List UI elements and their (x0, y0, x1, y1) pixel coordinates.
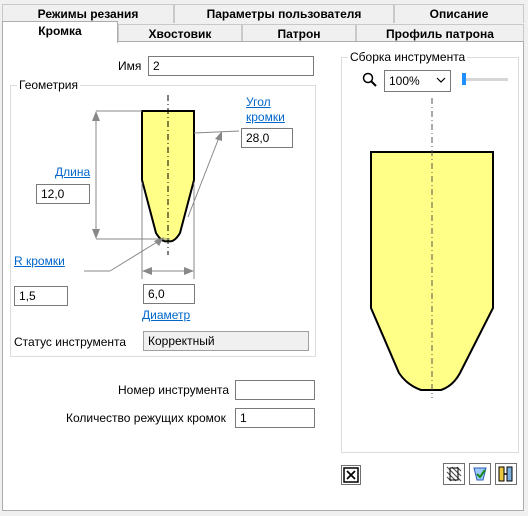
search-icon (362, 72, 378, 88)
angle-link[interactable]: Угол (246, 95, 271, 109)
zoom-slider-track[interactable] (462, 78, 508, 81)
tool-view-button-1[interactable] (443, 463, 465, 485)
fit-view-button[interactable] (341, 465, 361, 485)
length-link[interactable]: Длина (55, 165, 91, 179)
tool-number-label: Номер инструмента (118, 383, 230, 397)
status-field: Корректный (143, 331, 309, 351)
tab-holder[interactable]: Патрон (242, 24, 356, 43)
assembly-tool-drawing (349, 98, 511, 445)
zoom-slider-thumb[interactable] (462, 73, 466, 85)
diameter-link[interactable]: Диаметр (142, 308, 191, 322)
chevron-down-icon (436, 77, 446, 85)
tool-number-input[interactable] (235, 380, 315, 400)
radius-input[interactable]: 1,5 (14, 286, 68, 306)
geometry-title: Геометрия (19, 78, 78, 92)
tab-edge[interactable]: Кромка (2, 21, 118, 43)
tool-check-icon (470, 464, 490, 484)
tab-holder-profile[interactable]: Профиль патрона (356, 24, 524, 43)
tab-description[interactable]: Описание (394, 4, 524, 23)
angle-link-2[interactable]: кромки (246, 110, 285, 124)
name-label: Имя (118, 59, 142, 73)
edges-count-label: Количество режущих кромок (66, 411, 226, 425)
assembly-title: Сборка инструмента (350, 50, 466, 64)
length-input[interactable]: 12,0 (36, 184, 90, 204)
tab-user-params[interactable]: Параметры пользователя (174, 4, 394, 23)
assembly-preview (349, 98, 511, 445)
tab-shank[interactable]: Хвостовик (118, 24, 242, 43)
tool-view-button-3[interactable] (495, 463, 517, 485)
pattern-icon (444, 464, 464, 484)
zoom-value: 100% (389, 74, 420, 88)
assembly-icon (496, 464, 516, 484)
tool-view-button-2[interactable] (469, 463, 491, 485)
edges-count-input[interactable]: 1 (235, 408, 315, 428)
name-input[interactable]: 2 (148, 56, 314, 76)
diameter-input[interactable]: 6,0 (143, 284, 195, 304)
status-label: Статус инструмента (14, 335, 127, 349)
angle-input[interactable]: 28,0 (241, 128, 293, 148)
radius-link[interactable]: R кромки (14, 254, 65, 268)
fit-view-icon (342, 466, 360, 484)
tab-cutting-modes[interactable]: Режимы резания (2, 4, 174, 23)
